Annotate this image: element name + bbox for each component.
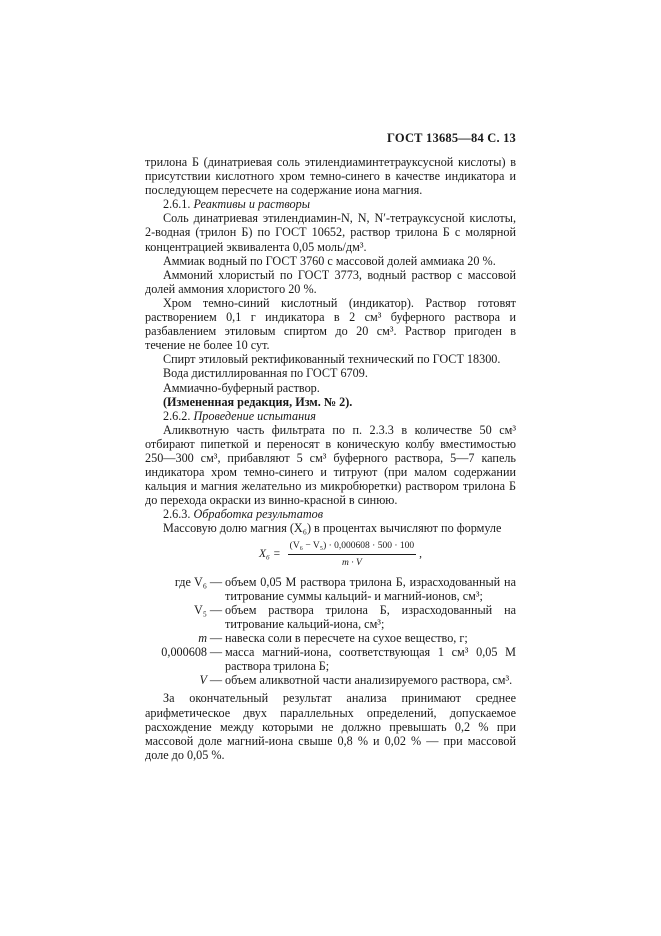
definition-row: [145, 673, 516, 687]
formula-magnesium: [165, 539, 516, 570]
document-body: [145, 155, 516, 762]
definition-dash: —: [209, 631, 223, 646]
definition-term: V: [199, 673, 207, 688]
definition-term: m: [198, 631, 207, 646]
definition-dash: —: [209, 645, 223, 660]
formula-numerator: (V₆ − V₅) · 0,000608 · 500 · 100: [288, 539, 416, 555]
section-title: Обработка результатов: [193, 507, 324, 522]
paragraph-spirt: Спирт этиловый ректификованный технический по ГОСТ 18300.: [163, 352, 501, 367]
paragraph-ammiak: Аммиак водный по ГОСТ 3760 с массовой долей аммиака 20 %.: [163, 253, 496, 268]
amendment-note: (Измененная редакция, Изм. № 2).: [163, 394, 353, 409]
section-2-6-1-heading: [145, 197, 516, 211]
definition-row: [145, 575, 516, 603]
definition-term: 0,000608: [161, 645, 207, 660]
section-title: Проведение испытания: [193, 408, 316, 423]
section-number: 2.6.1.: [163, 197, 191, 212]
formula-denominator: m · V: [342, 557, 362, 568]
paragraph-bufer: Аммиачно-буферный раствор.: [163, 380, 320, 395]
formula-lead-text: Массовую долю магния (X₆) в процентах вычисляют по формуле: [163, 521, 502, 536]
definition-term: V₅: [193, 602, 207, 617]
section-2-6-2-heading: [145, 409, 516, 423]
definition-dash: —: [209, 602, 223, 617]
section-number: 2.6.2.: [163, 408, 191, 423]
section-title: Реактивы и растворы: [193, 197, 310, 212]
formula-lhs: X₆ =: [258, 548, 281, 561]
section-2-6-3-heading: [145, 507, 516, 521]
formula-trail: ,: [419, 548, 423, 561]
formula-fraction: [288, 539, 416, 570]
paragraph-trilon: Соль динатриевая этилендиамин-N, N, N′-тетрауксусной кислоты, 2-водная (трилон Б) по ГОСТ 10652, раствор трилона Б с молярной концентрацией эквивалента 0,05 моль/дм³.: [145, 211, 516, 254]
paragraph-ammoniy: Аммоний хлористый по ГОСТ 3773, водный раствор с массовой долей аммония хлористого 20 %.: [145, 267, 516, 296]
definition-text: объем раствора трилона Б, израсходованный на титрование кальций-иона, см³;: [225, 602, 516, 631]
definition-text: объем 0,05 М раствора трилона Б, израсходованный на титрование суммы кальций- и магний-ионов, см³;: [225, 574, 516, 603]
section-number: 2.6.3.: [163, 507, 191, 522]
definition-dash: —: [209, 673, 223, 688]
paragraph-final-result: За окончательный результат анализа принимают среднее арифметическое двух параллельных определений, допускаемое расхождение между которыми не должно превышать 0,2 % при массовой доле магний-иона свыше 0,8 % и 0,02 % — при массовой доле до 0,05 %.: [145, 691, 516, 762]
definition-text: объем аликвотной части анализируемого раствора, см³.: [225, 673, 513, 688]
paragraph-alikvot: Аликвотную часть фильтрата по п. 2.3.3 в количестве 50 см³ отбирают пипеткой и переносят в коническую колбу вместимостью 250—300 см³, прибавляют 5 см³ буферного раствора, 5—7 капель индикатора хром темно-синего и титруют (при малом содержании кальция и магния желательно из микробюретки) раствором трилона Б до перехода окраски из винно-красной в синюю.: [145, 422, 516, 508]
definition-row: [145, 631, 516, 645]
definition-text: масса магний-иона, соответствующая 1 см³ 0,05 М раствора трилона Б;: [225, 645, 516, 674]
definition-term: где V₆: [174, 574, 207, 589]
definition-dash: —: [209, 574, 223, 589]
definition-row: [145, 603, 516, 631]
paragraph-chrom: Хром темно-синий кислотный (индикатор). Раствор готовят растворением 0,1 г индикатора в 2 см³ буферного раствора и разбавлением этиловым спиртом до 20 см³. Раствор пригоден в течение не более 10 сут.: [145, 295, 516, 353]
variable-definitions: [145, 575, 516, 688]
page-header: ГОСТ 13685—84 С. 13: [387, 131, 516, 145]
paragraph-voda: Вода дистиллированная по ГОСТ 6709.: [163, 366, 368, 381]
definition-row: [145, 645, 516, 673]
definition-text: навеска соли в пересчете на сухое вещество, г;: [225, 631, 468, 646]
paragraph-intro: трилона Б (динатриевая соль этилендиаминтетрауксусной кислоты) в присутствии кислотного хром темно-синего в качестве индикатора и последующем пересчете на содержание иона магния.: [145, 155, 516, 198]
